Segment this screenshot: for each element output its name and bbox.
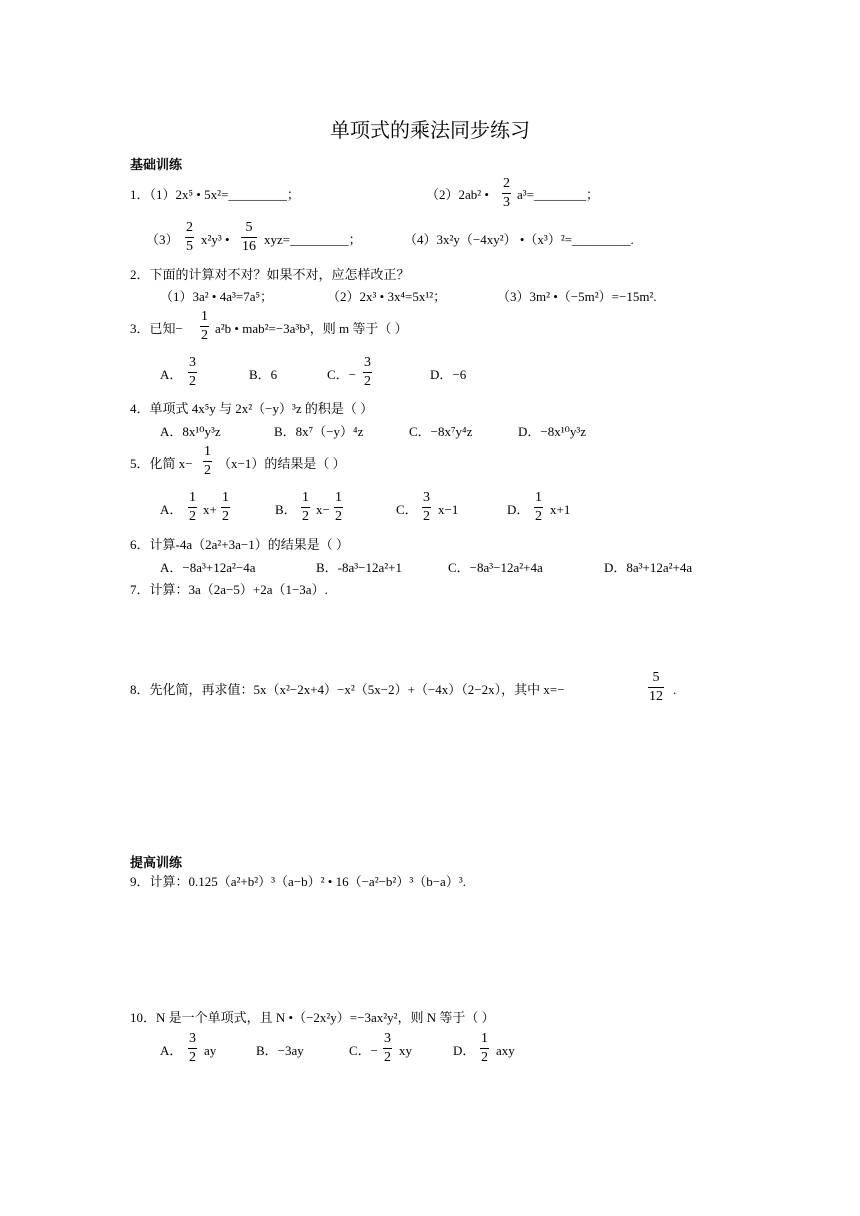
fraction [502,175,511,212]
section-advanced: 提高训练 [130,856,183,871]
q8-stem: 8．先化简，再求值：5x（x²−2x+4）−x²（5x−2）+（−4x）（2−2x），其中 x=− [130,682,565,697]
fraction [334,489,343,526]
q6-option-d: D．8a³+12a²+4a [604,560,693,575]
q5-option-a-expr: x+ [203,502,217,517]
q3-stem-b: a²b • mab²=−3a³b³，则 m 等于（ ） [215,321,408,336]
numerator: 3 [189,1031,196,1046]
denominator: 3 [503,195,510,210]
denominator: 2 [201,328,208,343]
numerator: 2 [186,220,193,235]
fraction [188,1030,197,1067]
q3-option-c: C．− [327,367,357,382]
numerator: 5 [652,670,660,685]
numerator: 3 [364,355,371,370]
denominator: 2 [364,374,371,389]
q3-stem-a: 3．已知− [130,321,183,336]
denominator: 12 [649,689,663,704]
denominator: 2 [222,509,229,524]
denominator: 2 [481,1050,488,1065]
numerator: 3 [423,490,430,505]
numerator: 1 [481,1031,488,1046]
fraction [188,489,197,526]
q4-option-b: B．8x⁷（−y）⁴z [274,424,364,439]
fraction [480,1030,489,1067]
fraction [534,489,543,526]
fraction [203,443,212,480]
numerator: 3 [189,355,196,370]
numerator: 1 [335,490,342,505]
q9-stem: 9．计算：0.125（a²+b²）³（a−b）² • 16（−a²−b²）³（b−a）³. [130,874,466,889]
fraction [185,219,194,256]
q6-option-b: B．-8a³−12a²+1 [316,560,402,575]
q5-stem-b: （x−1）的结果是（ ） [218,456,346,471]
q5-option-c-label: C． [396,502,418,517]
denominator: 2 [204,463,211,478]
q3-option-b: B．6 [249,367,278,382]
q4-option-d: D．−8x¹⁰y³z [518,424,586,439]
q3-option-a: A． [160,367,183,382]
numerator: 1 [302,490,309,505]
fraction [422,489,431,526]
q2-item-3: （3）3m² •（−5m²）=−15m². [497,289,657,304]
q10-option-c-expr: xy [399,1043,412,1058]
q5-option-d-expr: x+1 [550,502,571,517]
q1-part3-b: x²y³ • [201,232,230,247]
q5-option-a-label: A． [160,502,183,517]
q10-option-a-label: A． [160,1043,183,1058]
fraction [648,669,664,706]
numerator: 3 [384,1031,391,1046]
denominator: 2 [384,1050,391,1065]
section-basic: 基础训练 [130,158,183,173]
q10-option-a-expr: ay [204,1043,217,1058]
q1-part3-a: （3） [146,232,179,247]
denominator: 16 [242,239,256,254]
q1-part2-a: （2）2ab² • [426,187,489,202]
numerator: 5 [245,220,253,235]
denominator: 2 [423,509,430,524]
q10-option-b: B．−3ay [256,1043,304,1058]
q4-option-a: A．8x¹⁰y³z [160,424,221,439]
q2-item-2: （2）2x³ • 3x⁴=5x¹²； [327,289,447,304]
denominator: 5 [186,239,193,254]
q1-part2-b: a³=________； [517,187,599,202]
fraction [221,489,230,526]
fraction [363,354,372,391]
numerator: 2 [503,176,510,191]
q4-option-c: C．−8x⁷y⁴z [409,424,473,439]
q8-end: . [673,682,677,697]
fraction [301,489,310,526]
q1-part3-c: xyz=_________； [264,232,362,247]
denominator: 2 [335,509,342,524]
q4-stem: 4．单项式 4x⁵y 与 2x²（−y）³z 的积是（ ） [130,401,374,416]
numerator: 1 [204,444,211,459]
q10-option-d-expr: axy [496,1043,515,1058]
fraction [200,308,209,345]
q1-part4: （4）3x²y（−4xy²） •（x³）²=_________. [404,232,634,247]
q5-stem-a: 5．化简 x− [130,456,193,471]
q2-item-1: （1）3a² • 4a³=7a⁵； [160,289,274,304]
denominator: 2 [189,1050,196,1065]
denominator: 2 [189,374,196,389]
q1-part1: 1．（1）2x⁵ • 5x²=_________； [130,187,300,202]
q5-option-b-expr: x− [316,502,330,517]
q6-option-c: C．−8a³−12a²+4a [448,560,543,575]
q6-option-a: A．−8a³+12a²−4a [160,560,256,575]
q6-stem: 6．计算-4a（2a²+3a−1）的结果是（ ） [130,537,349,552]
fraction [188,354,197,391]
q2-stem: 2．下面的计算对不对？如果不对，应怎样改正？ [130,267,410,282]
q10-option-d-label: D． [453,1043,476,1058]
q10-stem: 10．N 是一个单项式，且 N •（−2x²y）=−3ax²y²，则 N 等于（ ） [130,1010,495,1025]
q10-option-c-label: C．− [349,1043,379,1058]
numerator: 1 [222,490,229,505]
numerator: 1 [201,309,208,324]
fraction [241,219,257,256]
q5-option-c-expr: x−1 [438,502,459,517]
numerator: 1 [535,490,542,505]
q5-option-b-label: B． [275,502,297,517]
q5-option-d-label: D． [507,502,530,517]
denominator: 2 [189,509,196,524]
q7-stem: 7．计算：3a（2a−5）+2a（1−3a）. [130,582,328,597]
denominator: 2 [302,509,309,524]
numerator: 1 [189,490,196,505]
fraction [383,1030,392,1067]
q3-option-d: D．−6 [430,367,467,382]
denominator: 2 [535,509,542,524]
page-title: 单项式的乘法同步练习 [330,118,530,142]
